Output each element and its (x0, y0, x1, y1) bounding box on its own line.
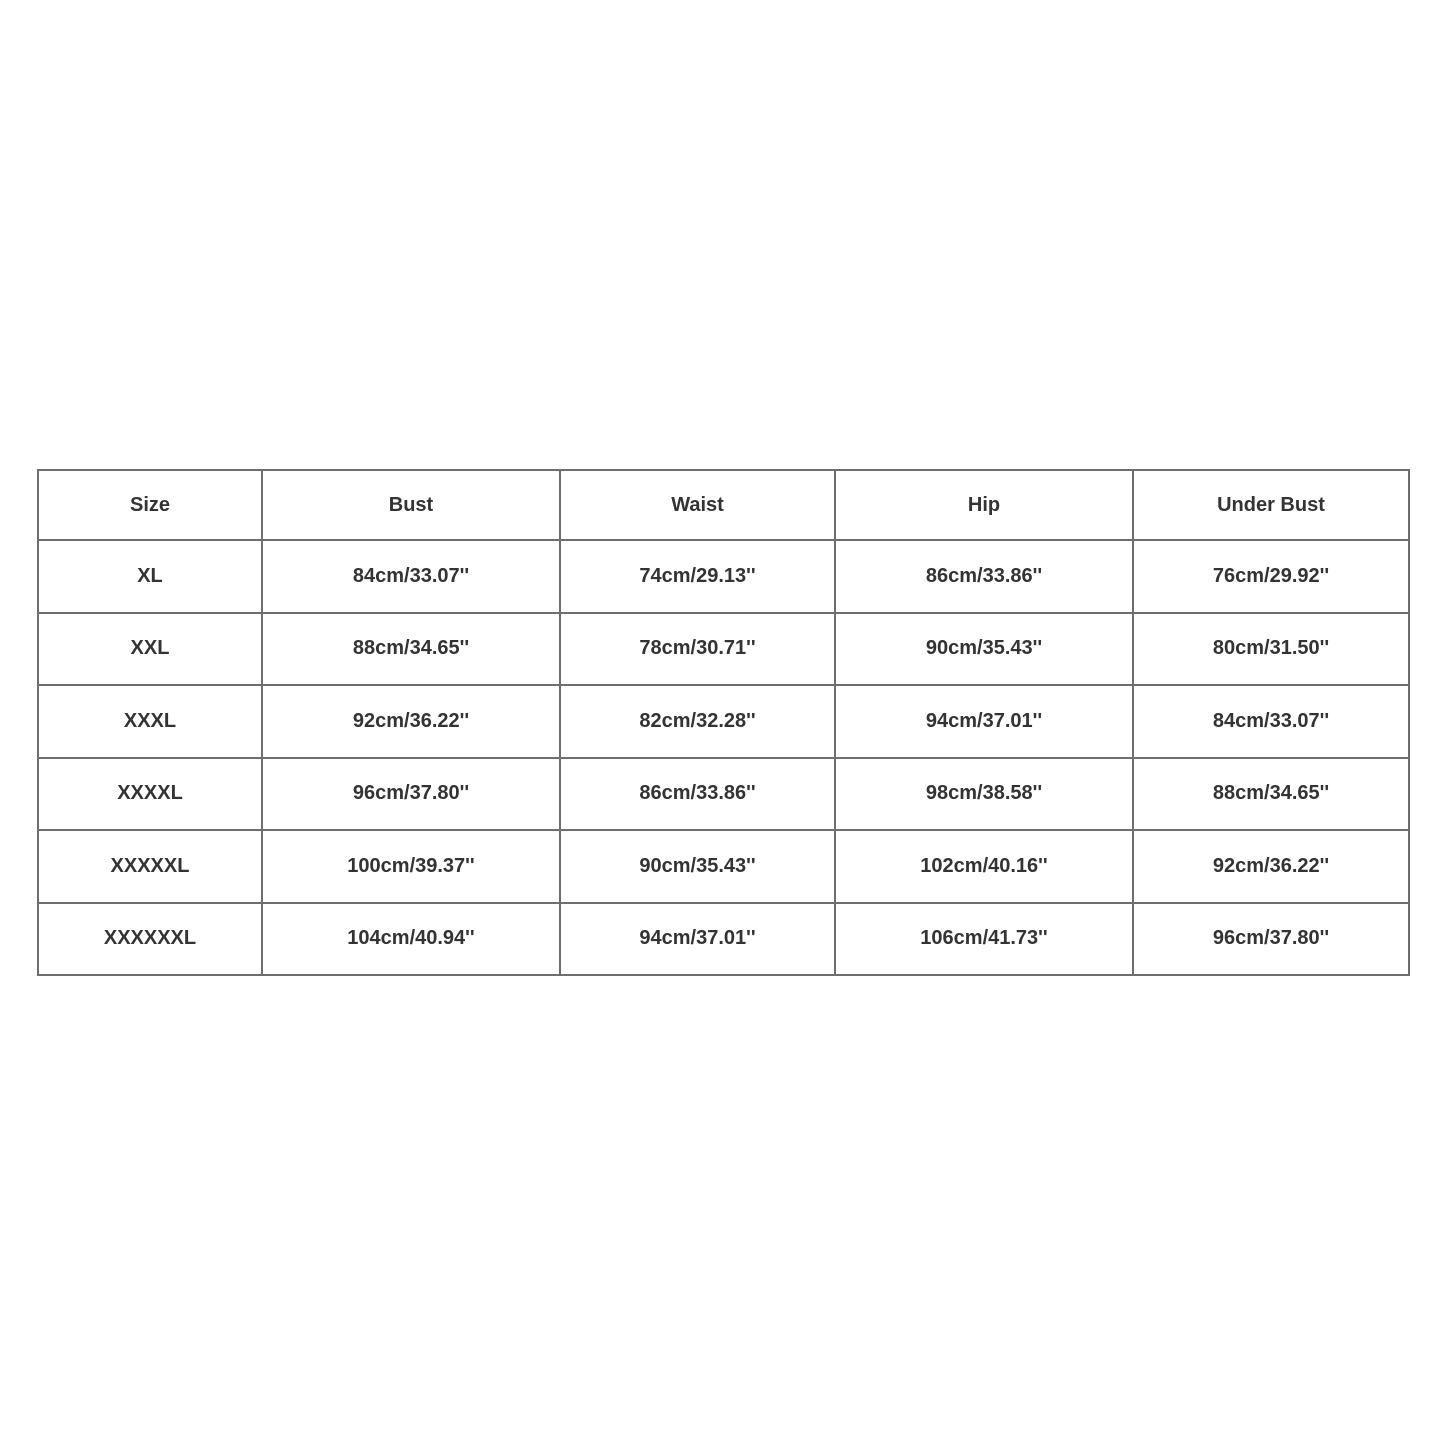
header-size: Size (38, 470, 262, 540)
header-row (38, 470, 1409, 540)
cell-bust: 104cm/40.94'' (262, 903, 560, 976)
cell-waist: 86cm/33.86'' (560, 758, 835, 831)
cell-bust: 100cm/39.37'' (262, 830, 560, 903)
cell-hip: 98cm/38.58'' (835, 758, 1133, 831)
cell-waist: 82cm/32.28'' (560, 685, 835, 758)
table-row (38, 540, 1409, 613)
header-under-bust: Under Bust (1133, 470, 1409, 540)
cell-size: XL (38, 540, 262, 613)
header-bust: Bust (262, 470, 560, 540)
cell-hip: 86cm/33.86'' (835, 540, 1133, 613)
cell-hip: 102cm/40.16'' (835, 830, 1133, 903)
cell-hip: 106cm/41.73'' (835, 903, 1133, 976)
table-row (38, 903, 1409, 976)
cell-under-bust: 92cm/36.22'' (1133, 830, 1409, 903)
size-chart-table (37, 469, 1410, 976)
cell-waist: 78cm/30.71'' (560, 613, 835, 686)
cell-hip: 94cm/37.01'' (835, 685, 1133, 758)
table-row (38, 758, 1409, 831)
cell-bust: 84cm/33.07'' (262, 540, 560, 613)
cell-under-bust: 80cm/31.50'' (1133, 613, 1409, 686)
cell-hip: 90cm/35.43'' (835, 613, 1133, 686)
cell-bust: 88cm/34.65'' (262, 613, 560, 686)
cell-waist: 90cm/35.43'' (560, 830, 835, 903)
cell-bust: 96cm/37.80'' (262, 758, 560, 831)
cell-under-bust: 84cm/33.07'' (1133, 685, 1409, 758)
cell-size: XXXL (38, 685, 262, 758)
table-body (38, 540, 1409, 975)
cell-size: XXL (38, 613, 262, 686)
cell-size: XXXXXXL (38, 903, 262, 976)
cell-bust: 92cm/36.22'' (262, 685, 560, 758)
cell-under-bust: 88cm/34.65'' (1133, 758, 1409, 831)
cell-waist: 74cm/29.13'' (560, 540, 835, 613)
table-row (38, 685, 1409, 758)
cell-size: XXXXL (38, 758, 262, 831)
table-row (38, 830, 1409, 903)
cell-waist: 94cm/37.01'' (560, 903, 835, 976)
cell-under-bust: 76cm/29.92'' (1133, 540, 1409, 613)
header-waist: Waist (560, 470, 835, 540)
cell-under-bust: 96cm/37.80'' (1133, 903, 1409, 976)
table-header (38, 470, 1409, 540)
table-row (38, 613, 1409, 686)
header-hip: Hip (835, 470, 1133, 540)
cell-size: XXXXXL (38, 830, 262, 903)
